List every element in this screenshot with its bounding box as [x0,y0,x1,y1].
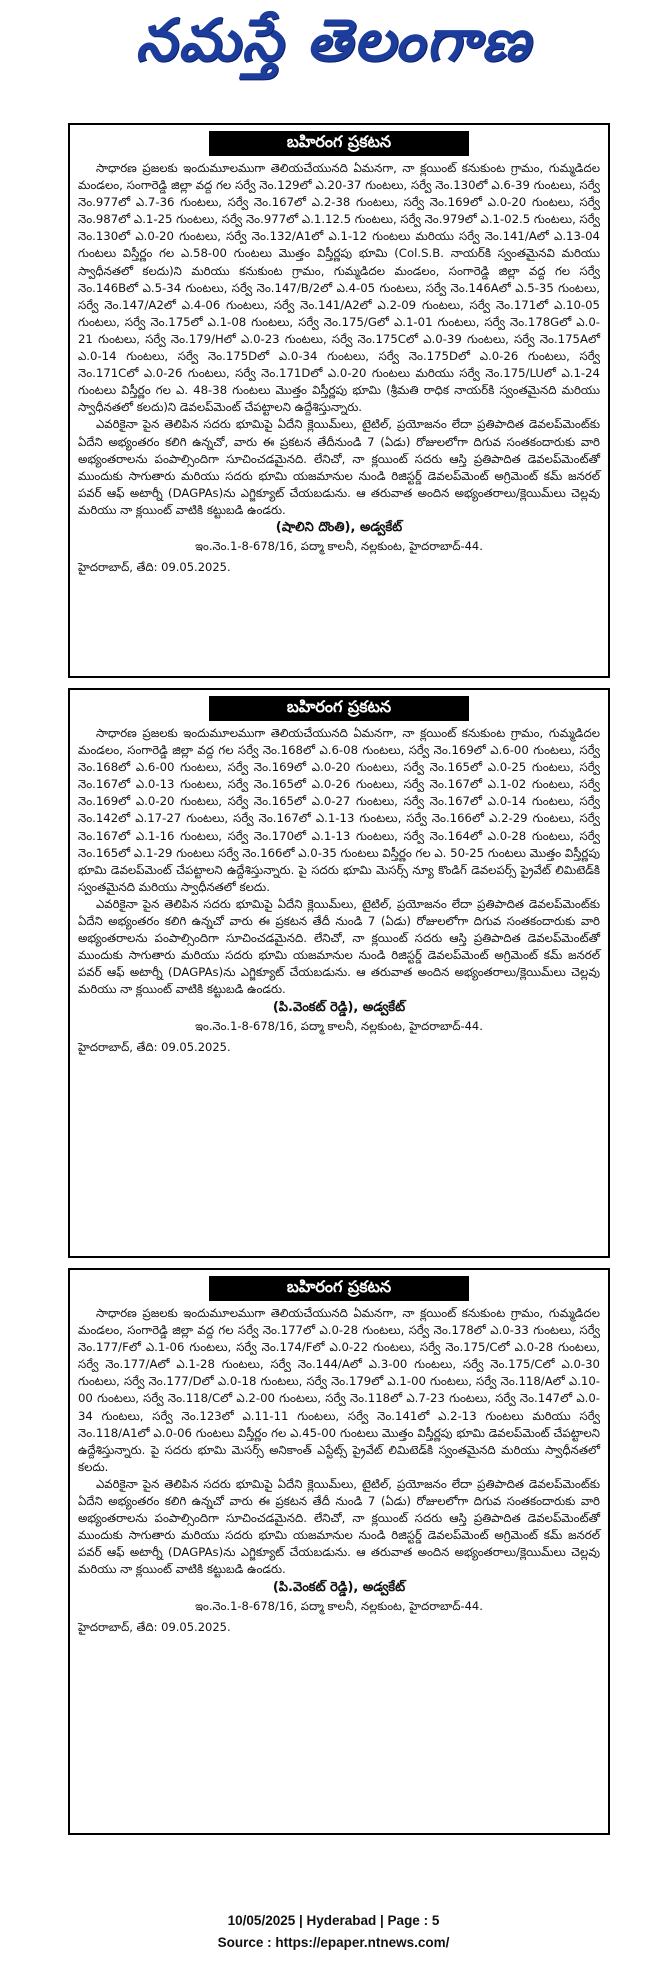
notice-heading: బహిరంగ ప్రకటన [209,696,469,721]
public-notice-2 [68,688,610,1258]
notice-paragraph: సాధారణ ప్రజలకు ఇందుమూలముగా తెలియచేయునది ఏమనగా, నా క్లయింట్ కనుకుంట గ్రామం, గుమ్మడిదల మండలం, సంగారెడ్డి జిల్లా వద్ద గల సర్వే నెం.129లో ఎ.20-37 గుంటలు, సర్వే నెం.130లో ఎ.6-39 గుంటలు, సర్వే నెం.977లో ఎ.7-36 గుంటలు, సర్వే నెం.167లో ఎ.2-38 గుంటలు, సర్వే నెం.169లో ఎ.0-20 గుంటలు, సర్వే నెం.987లో ఎ.1-25 గుంటలు, సర్వే నెం.977లో ఎ.1.12.5 గుంటలు, సర్వే నెం.979లో ఎ.1-02.5 గుంటలు, సర్వే నెం.130లో ఎ.0-20 గుంటలు, సర్వే నెం.132/A1లో ఎ.1-12 గుంటలు మరియు సర్వే నెం.141/Aలో ఎ.13-04 గుంటలు విస్తీర్ణం గల ఎ.58-00 గుంటలు మొత్తం విస్తీర్ణపు భూమి (Col.S.B. నాయర్‌కి స్వంతమైనవి మరియు స్వాధీనతలో కలదు)ని మరియు కనుకుంట గ్రామం, గుమ్మడిదల మండలం, సంగారెడ్డి జిల్లా వద్ద గల సర్వే నెం.146Bలో ఎ.5-34 గుంటలు, సర్వే నెం.147/B/2లో ఎ.4-05 గుంటలు, సర్వే నెం.146Aలో ఎ.5-35 గుంటలు, సర్వే నెం.147/A2లో ఎ.4-06 గుంటలు, సర్వే నెం.141/A2లో ఎ.2-09 గుంటలు, సర్వే నెం.171లో ఎ.10-05 గుంటలు, సర్వే నెం.175లో ఎ.1-08 గుంటలు, సర్వే నెం.175/Gలో ఎ.1-01 గుంటలు, సర్వే నెం.178Gలో ఎ.0-21 గుంటలు, సర్వే నెం.179/Hలో ఎ.0-23 గుంటలు, సర్వే నెం.175Cలో ఎ.0-39 గుంటలు, సర్వే నెం.175Aలో ఎ.0-14 గుంటలు, సర్వే నెం.175Dలో ఎ.0-34 గుంటలు, సర్వే నెం.175Dలో ఎ.0-26 గుంటలు, సర్వే నెం.171Cలో ఎ.0-26 గుంటలు, సర్వే నెం.171Dలో ఎ.0-20 గుంటలు మరియు సర్వే నెం.175/LUలో ఎ.1-24 గుంటలు విస్తీర్ణం గల ఎ. 48-38 గుంటలు మొత్తం విస్తీర్ణపు భూమి (శ్రీమతి రాధిక నాయర్‌కి స్వంతమైనది మరియు స్వాధీనతలో కలదు)ని డెవలప్‌మెంట్ చేపట్టాలని ఉద్దేశిస్తున్నారు. [78,161,600,415]
advocate-signature: (షాలిని దొంతి), అడ్వకేట్ [275,519,403,535]
advocate-address: ఇం.నెం.1-8-678/16, పద్మా కాలనీ, నల్లకుంట, హైదరాబాద్-44. [195,1018,483,1033]
notice-paragraph: సాధారణ ప్రజలకు ఇందుమూలముగా తెలియచేయునది ఏమనగా, నా క్లయింట్ కనుకుంట గ్రామం, గుమ్మడిదల మండలం, సంగారెడ్డి జిల్లా వద్ద గల సర్వే నెం.177లో ఎ.0-28 గుంటలు, సర్వే నెం.178లో ఎ.0-33 గుంటలు, సర్వే నెం.177/Fలో ఎ.1-06 గుంటలు, సర్వే నెం.174/Fలో ఎ.0-22 గుంటలు, సర్వే నెం.175/Cలో ఎ.0-28 గుంటలు, సర్వే నెం.177/Aలో ఎ.1-28 గుంటలు, సర్వే నెం.144/Aలో ఎ.3-00 గుంటలు, సర్వే నెం.175/Cలో ఎ.0-30 గుంటలు, సర్వే నెం.177/Dలో ఎ.0-18 గుంటలు, సర్వే నెం.179లో ఎ.1-00 గుంటలు, సర్వే నెం.118/Aలో ఎ.10-00 గుంటలు, సర్వే నెం.118/Cలో ఎ.2-00 గుంటలు, సర్వే నెం.118లో ఎ.7-23 గుంటలు, సర్వే నెం.147లో ఎ.0-34 గుంటలు, సర్వే నెం.123లో ఎ.11-11 గుంటలు, సర్వే నెం.141లో ఎ.2-13 గుంటలు మరియు సర్వే నెం.118/A1లో ఎ.0-06 గుంటలు విస్తీర్ణం గల ఎ.45-00 గుంటలు మొత్తం విస్తీర్ణపు భూమి డెవలప్‌మెంట్ చేపట్టాలని ఉద్దేశిస్తున్నారు. పై సదరు భూమి మెసర్స్ అనికాంత్ ఎస్టేట్స్ ప్రైవేట్ లిమిటెడ్‌కి స్వంతమైనది మరియు స్వాధీనతలో కలదు. [78,1306,600,1474]
advocate-address: ఇం.నెం.1-8-678/16, పద్మా కాలనీ, నల్లకుంట, హైదరాబాద్-44. [195,538,483,553]
notice-paragraph: సాధారణ ప్రజలకు ఇందుమూలముగా తెలియచేయునది ఏమనగా, నా క్లయింట్ కనుకుంట గ్రామం, గుమ్మడిదల మండలం, సంగారెడ్డి జిల్లా వద్ద గల సర్వే నెం.168లో ఎ.6-08 గుంటలు, సర్వే నెం.169లో ఎ.6-00 గుంటలు, సర్వే నెం.168లో ఎ.6-00 గుంటలు, సర్వే నెం.169లో ఎ.0-20 గుంటలు, సర్వే నెం.165లో ఎ.0-25 గుంటలు, సర్వే నెం.167లో ఎ.0-13 గుంటలు, సర్వే నెం.165లో ఎ.0-26 గుంటలు, సర్వే నెం.167లో ఎ.1-02 గుంటలు, సర్వే నెం.169లో ఎ.0-20 గుంటలు, సర్వే నెం.165లో ఎ.0-27 గుంటలు, సర్వే నెం.167లో ఎ.0-14 గుంటలు, సర్వే నెం.142లో ఎ.17-27 గుంటలు, సర్వే నెం.167లో ఎ.1-13 గుంటలు, సర్వే నెం.166లో ఎ.2-29 గుంటలు, సర్వే నెం.167లో ఎ.1-16 గుంటలు, సర్వే నెం.170లో ఎ.1-13 గుంటలు, సర్వే నెం.164లో ఎ.0-28 గుంటలు, సర్వే నెం.165లో ఎ.1-29 గుంటలు సర్వే నెం.166లో ఎ.0-35 గుంటలు విస్తీర్ణం గల ఎ. 50-25 గుంటలు మొత్తం విస్తీర్ణపు భూమి డెవలప్‌మెంట్ చేపట్టాలని ఉద్దేశిస్తున్నారు. పై సదరు భూమి మెసర్స్ న్యూ కొండిగ్ డెవలపర్స్ ప్రైవేట్ లిమిటెడ్‌కి స్వంతమైనది మరియు స్వాధీనతలో కలదు. [78,726,600,894]
notice-dateline: హైదరాబాద్, తేది: 09.05.2025. [78,559,231,574]
public-notice-3 [68,1268,610,1835]
notice-body [78,160,600,519]
notice-body [78,1305,600,1579]
newspaper-masthead [0,0,667,95]
notice-heading: బహిరంగ ప్రకటన [209,1276,469,1301]
footer-source-link[interactable]: Source : https://epaper.ntnews.com/ [217,1935,450,1950]
footer-edition-line: 10/05/2025 | Hyderabad | Page : 5 [227,1913,440,1928]
advocate-address: ఇం.నెం.1-8-678/16, పద్మా కాలనీ, నల్లకుంట, హైదరాబాద్-44. [195,1598,483,1613]
notice-body [78,725,600,999]
notice-paragraph: ఎవరికైనా పైన తెలిపిన సదరు భూమిపై ఏదేని క్లెయిమ్‌లు, టైటిల్, ప్రయోజనం లేదా ప్రతిపాదిత డెవలప్‌మెంట్‌కు ఏదేని అభ్యంతరం కలిగి ఉన్నచో వారు ఈ ప్రకటన తేదీ నుండి 7 (ఏడు) రోజులలోగా దిగువ సంతకందారుకు వారి అభ్యంతరాలను పంపాల్సిందిగా సూచించడమైనది. లేనిచో, నా క్లయింట్ సదరు ఆస్తి ప్రతిపాదిత డెవలప్‌మెంట్‌తో ముందుకు సాగుతారు మరియు సదరు భూమి యజమానుల నుండి రిజిస్టర్డ్ డెవలప్‌మెంట్ అగ్రిమెంట్ కమ్ జనరల్ పవర్ ఆఫ్ అటార్నీ (DAGPAs)ను ఎగ్జిక్యూట్ చేయబడును. ఆ తరువాత అందిన అభ్యంతరాలు/క్లెయిమ్‌లు చెల్లవు మరియు నా క్లయింట్ వాటికి కట్టుబడి ఉండరు. [78,896,600,997]
public-notice-1 [68,123,610,678]
advocate-signature: (పి.వెంకట్ రెడ్డి), అడ్వకేట్ [272,999,406,1015]
notice-paragraph: ఎవరికైనా పైన తెలిపిన సదరు భూమిపై ఏదేని క్లెయిమ్‌లు, టైటిల్, ప్రయోజనం లేదా ప్రతిపాదిత డెవలప్‌మెంట్‌కు ఏదేని అభ్యంతరం కలిగి ఉన్నచో, వారు ఈ ప్రకటన తేదీనుండి 7 (ఏడు) రోజులలోగా దిగువ సంతకందారుకు వారి అభ్యంతరాలను పంపాల్సిందిగా సూచించడమైనది. లేనిచో, నా క్లయింట్ సదరు ఆస్తి ప్రతిపాదిత డెవలప్‌మెంట్‌తో ముందుకు సాగుతారు మరియు సదరు భూమి యజమానుల నుండి రిజిస్టర్డ్ డెవలప్‌మెంట్ అగ్రిమెంట్ కమ్ జనరల్ పవర్ ఆఫ్ అటార్నీ (DAGPAs)ను ఎగ్జిక్యూట్ చేయబడును. ఆ తరువాత అందిన అభ్యంతరాలు/క్లెయిమ్‌లు చెల్లవు మరియు నా క్లయింట్ వాటికి కట్టుబడి ఉండరు. [78,417,600,517]
masthead-logo-text: నమస్తే తెలంగాణ [135,6,532,74]
notice-dateline: హైదరాబాద్, తేది: 09.05.2025. [78,1619,231,1634]
notice-dateline: హైదరాబాద్, తేది: 09.05.2025. [78,1039,231,1054]
notice-heading: బహిరంగ ప్రకటన [209,131,469,156]
notice-paragraph: ఎవరికైనా పైన తెలిపిన సదరు భూమిపై ఏదేని క్లెయిమ్‌లు, టైటిల్, ప్రయోజనం లేదా ప్రతిపాదిత డెవలప్‌మెంట్‌కు ఏదేని అభ్యంతరం కలిగి ఉన్నచో వారు ఈ ప్రకటన తేదీ నుండి 7 (ఏడు) రోజులలోగా దిగువ సంతకందారుకు వారి అభ్యంతరాలను పంపాల్సిందిగా సూచించడమైనది. లేనిచో, నా క్లయింట్ సదరు ఆస్తి ప్రతిపాదిత డెవలప్‌మెంట్‌తో ముందుకు సాగుతారు మరియు సదరు భూమి యజమానుల నుండి రిజిస్టర్డ్ డెవలప్‌మెంట్ అగ్రిమెంట్ కమ్ జనరల్ పవర్ ఆఫ్ అటార్నీ (DAGPAs)ను ఎగ్జిక్యూట్ చేయబడును. ఆ తరువాత అందిన అభ్యంతరాలు/క్లెయిమ్‌లు చెల్లవు మరియు నా క్లయింట్ వాటికి కట్టుబడి ఉండరు. [78,1476,600,1577]
advocate-signature: (పి.వెంకట్ రెడ్డి), అడ్వకేట్ [272,1579,406,1595]
